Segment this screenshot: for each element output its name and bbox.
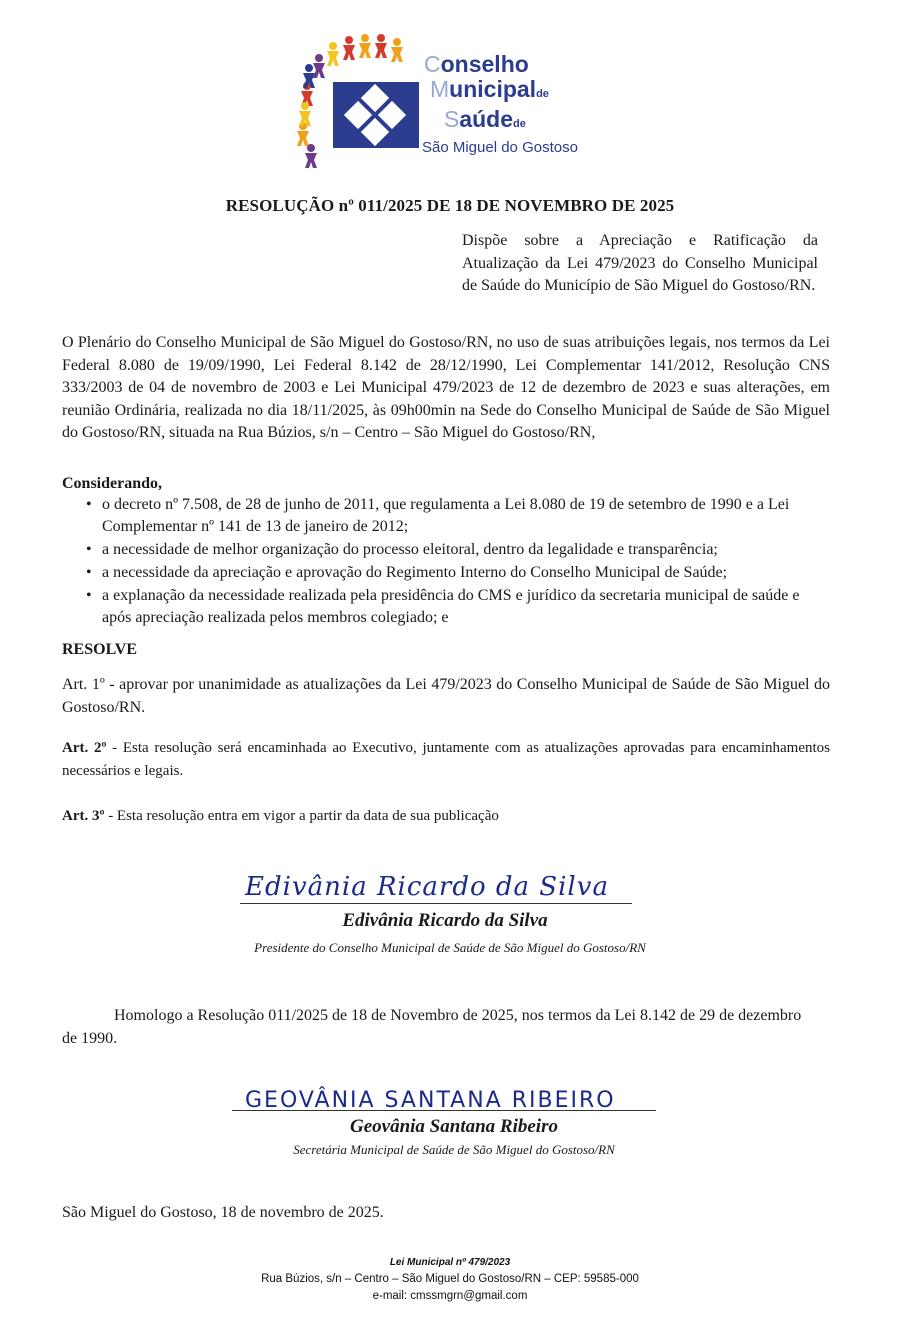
handwritten-signature-1: Edivânia Ricardo da Silva <box>245 872 609 902</box>
article-2-label: Art. 2º <box>62 740 107 756</box>
date-line: São Miguel do Gostoso, 18 de novembro de 2025. <box>62 1204 384 1221</box>
signer-1-role: Presidente do Conselho Municipal de Saúde de São Miguel do Gostoso/RN <box>254 940 646 955</box>
considerando-list <box>62 494 830 630</box>
signer-1-name: Edivânia Ricardo da Silva <box>342 910 548 931</box>
resolve-heading: RESOLVE <box>62 641 137 658</box>
resolution-title: RESOLUÇÃO nº 011/2025 DE 18 DE NOVEMBRO DE 2025 <box>225 196 675 215</box>
logo-line-conselho: Conselho <box>424 51 529 77</box>
signature-line-2 <box>232 1110 656 1111</box>
article-2-text: - Esta resolução será encaminhada ao Executivo, juntamente com as atualizações aprovadas para encaminhamentos necessários e legais. <box>62 740 831 779</box>
footer-address: Rua Búzios, s/n – Centro – São Miguel do Gostoso/RN – CEP: 59585-000 <box>261 1273 639 1285</box>
list-item: • a necessidade de melhor organização do processo eleitoral, dentro da legalidade e transparência; <box>62 539 830 561</box>
logo-wordmark <box>422 52 578 156</box>
signature-line-1 <box>240 903 632 904</box>
logo-emblem-icon <box>285 30 435 175</box>
logo-line-city: São Miguel do Gostoso <box>422 139 578 156</box>
footer <box>0 1254 900 1305</box>
handwritten-signature-2: GEOVÂNIA SANTANA RIBEIRO <box>245 1088 616 1113</box>
footer-law: Lei Municipal nº 479/2023 <box>389 1257 511 1268</box>
article-2 <box>62 737 830 782</box>
logo-line-municipal: Municipalde <box>430 76 549 102</box>
list-item: • a explanação da necessidade realizada pela presidência do CMS e jurídico da secretaria municipal de saúde e após apreciação realizada pelos membros colegiado; e <box>62 585 830 629</box>
article-3-text: - Esta resolução entra em vigor a partir da data de sua publicação <box>104 808 499 824</box>
signer-2-name: Geovânia Santana Ribeiro <box>350 1116 558 1137</box>
resolution-summary: Dispõe sobre a Apreciação e Ratificação da Atualização da Lei 479/2023 do Conselho Municipal de Saúde do Município de São Miguel do Gostoso/RN. <box>462 232 818 294</box>
list-item: • o decreto nº 7.508, de 28 de junho de 2011, que regulamenta a Lei 8.080 de 19 de setembro de 1990 e a Lei Complementar nº 141 de 13 de janeiro de 2012; <box>62 494 830 538</box>
list-item: • a necessidade da apreciação e aprovação do Regimento Interno do Conselho Municipal de Saúde; <box>62 562 830 584</box>
considerando-heading: Considerando, <box>62 475 163 492</box>
article-3 <box>62 805 830 828</box>
article-1: Art. 1º - aprovar por unanimidade as atualizações da Lei 479/2023 do Conselho Municipal de Saúde de São Miguel do Gostoso/RN. <box>62 676 830 716</box>
cross-square-icon <box>333 82 419 148</box>
intro-paragraph: O Plenário do Conselho Municipal de São Miguel do Gostoso/RN, no uso de suas atribuições legais, nos termos da Lei Federal 8.080 de 19/09/1990, Lei Federal 8.142 de 28/12/1990, Lei Complementar 141/2012, Resolução CNS 333/2003 de 04 de novembro de 2003 e Lei Municipal 479/2023 de 12 de dezembro de 2023 e suas alterações, em reunião Ordinária, realizada no dia 18/11/2025, às 09h00min na Sede do Conselho Municipal de Saúde de São Miguel do Gostoso/RN, situada na Rua Búzios, s/n – Centro – São Miguel do Gostoso/RN, <box>62 334 830 441</box>
council-logo <box>285 30 615 175</box>
article-3-label: Art. 3º <box>62 808 105 824</box>
footer-email: e-mail: cmssmgrn@gmail.com <box>372 1290 528 1302</box>
logo-line-saude: Saúdede <box>444 106 526 132</box>
homologation-paragraph: Homologo a Resolução 011/2025 de 18 de Novembro de 2025, nos termos da Lei 8.142 de 29 de dezembro de 1990. <box>62 1007 802 1047</box>
signer-2-role: Secretária Municipal de Saúde de São Miguel do Gostoso/RN <box>293 1142 615 1157</box>
